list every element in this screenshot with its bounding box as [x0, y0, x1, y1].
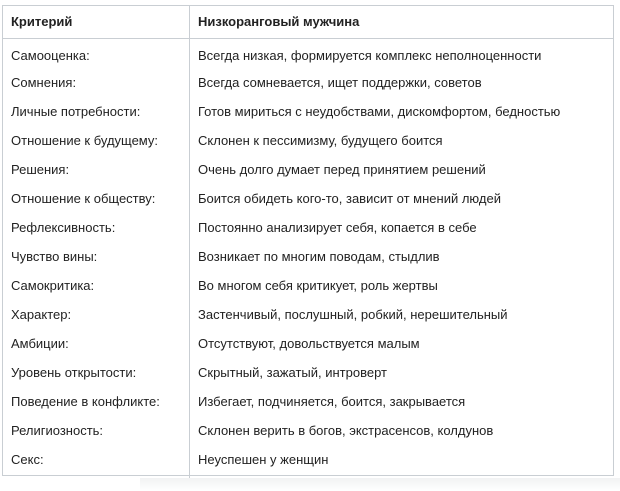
description-cell: Склонен к пессимизму, будущего боится	[198, 133, 443, 148]
table-row	[3, 213, 613, 242]
description-cell: Отсутствуют, довольствуется малым	[198, 336, 420, 351]
bottom-shadow	[140, 478, 620, 491]
description-cell: Застенчивый, послушный, робкий, нерешительный	[198, 307, 508, 322]
criterion-cell: Уровень открытости:	[3, 358, 190, 387]
description-cell: Постоянно анализирует себя, копается в себе	[198, 220, 477, 235]
table-row	[3, 97, 613, 126]
table-body	[3, 39, 613, 488]
header-criterion: Критерий	[3, 6, 190, 38]
description-cell: Боится обидеть кого-то, зависит от мнений людей	[198, 191, 501, 206]
table-row	[3, 155, 613, 184]
table-row	[3, 39, 613, 68]
description-cell: Всегда низкая, формируется комплекс неполноценности	[198, 48, 542, 63]
comparison-table	[2, 5, 614, 476]
header-low-rank-man: Низкоранговый мужчина	[198, 14, 360, 29]
criterion-cell: Сомнения:	[3, 68, 190, 97]
criterion-cell: Самооценка:	[3, 39, 190, 68]
criterion-cell: Решения:	[3, 155, 190, 184]
description-cell: Готов мириться с неудобствами, дискомфортом, бедностью	[198, 104, 561, 119]
criterion-cell: Отношение к будущему:	[3, 126, 190, 155]
table-row	[3, 68, 613, 97]
table-row	[3, 300, 613, 329]
table-row	[3, 445, 613, 474]
criterion-cell: Амбиции:	[3, 329, 190, 358]
table-row	[3, 416, 613, 445]
description-cell: Всегда сомневается, ищет поддержки, советов	[198, 75, 482, 90]
description-cell: Скрытный, зажатый, интроверт	[198, 365, 387, 380]
description-cell: Неуспешен у женщин	[198, 452, 329, 467]
criterion-cell: Самокритика:	[3, 271, 190, 300]
criterion-cell: Религиозность:	[3, 416, 190, 445]
table-row	[3, 184, 613, 213]
description-cell: Склонен верить в богов, экстрасенсов, колдунов	[198, 423, 494, 438]
criterion-cell: Личные потребности:	[3, 97, 190, 126]
criterion-cell: Рефлексивность:	[3, 213, 190, 242]
table-header-row	[3, 6, 613, 39]
table-row	[3, 242, 613, 271]
table-row	[3, 126, 613, 155]
criterion-cell: Характер:	[3, 300, 190, 329]
table-row	[3, 329, 613, 358]
criterion-cell: Чувство вины:	[3, 242, 190, 271]
criterion-cell: Секс:	[3, 445, 190, 474]
table-row	[3, 271, 613, 300]
criterion-cell: Отношение к обществу:	[3, 184, 190, 213]
description-cell: Возникает по многим поводам, стыдлив	[198, 249, 440, 264]
description-cell: Во многом себя критикует, роль жертвы	[198, 278, 438, 293]
table-row	[3, 358, 613, 387]
description-cell: Избегает, подчиняется, боится, закрывается	[198, 394, 466, 409]
table-row	[3, 387, 613, 416]
description-cell: Очень долго думает перед принятием решений	[198, 162, 486, 177]
criterion-cell: Поведение в конфликте:	[3, 387, 190, 416]
